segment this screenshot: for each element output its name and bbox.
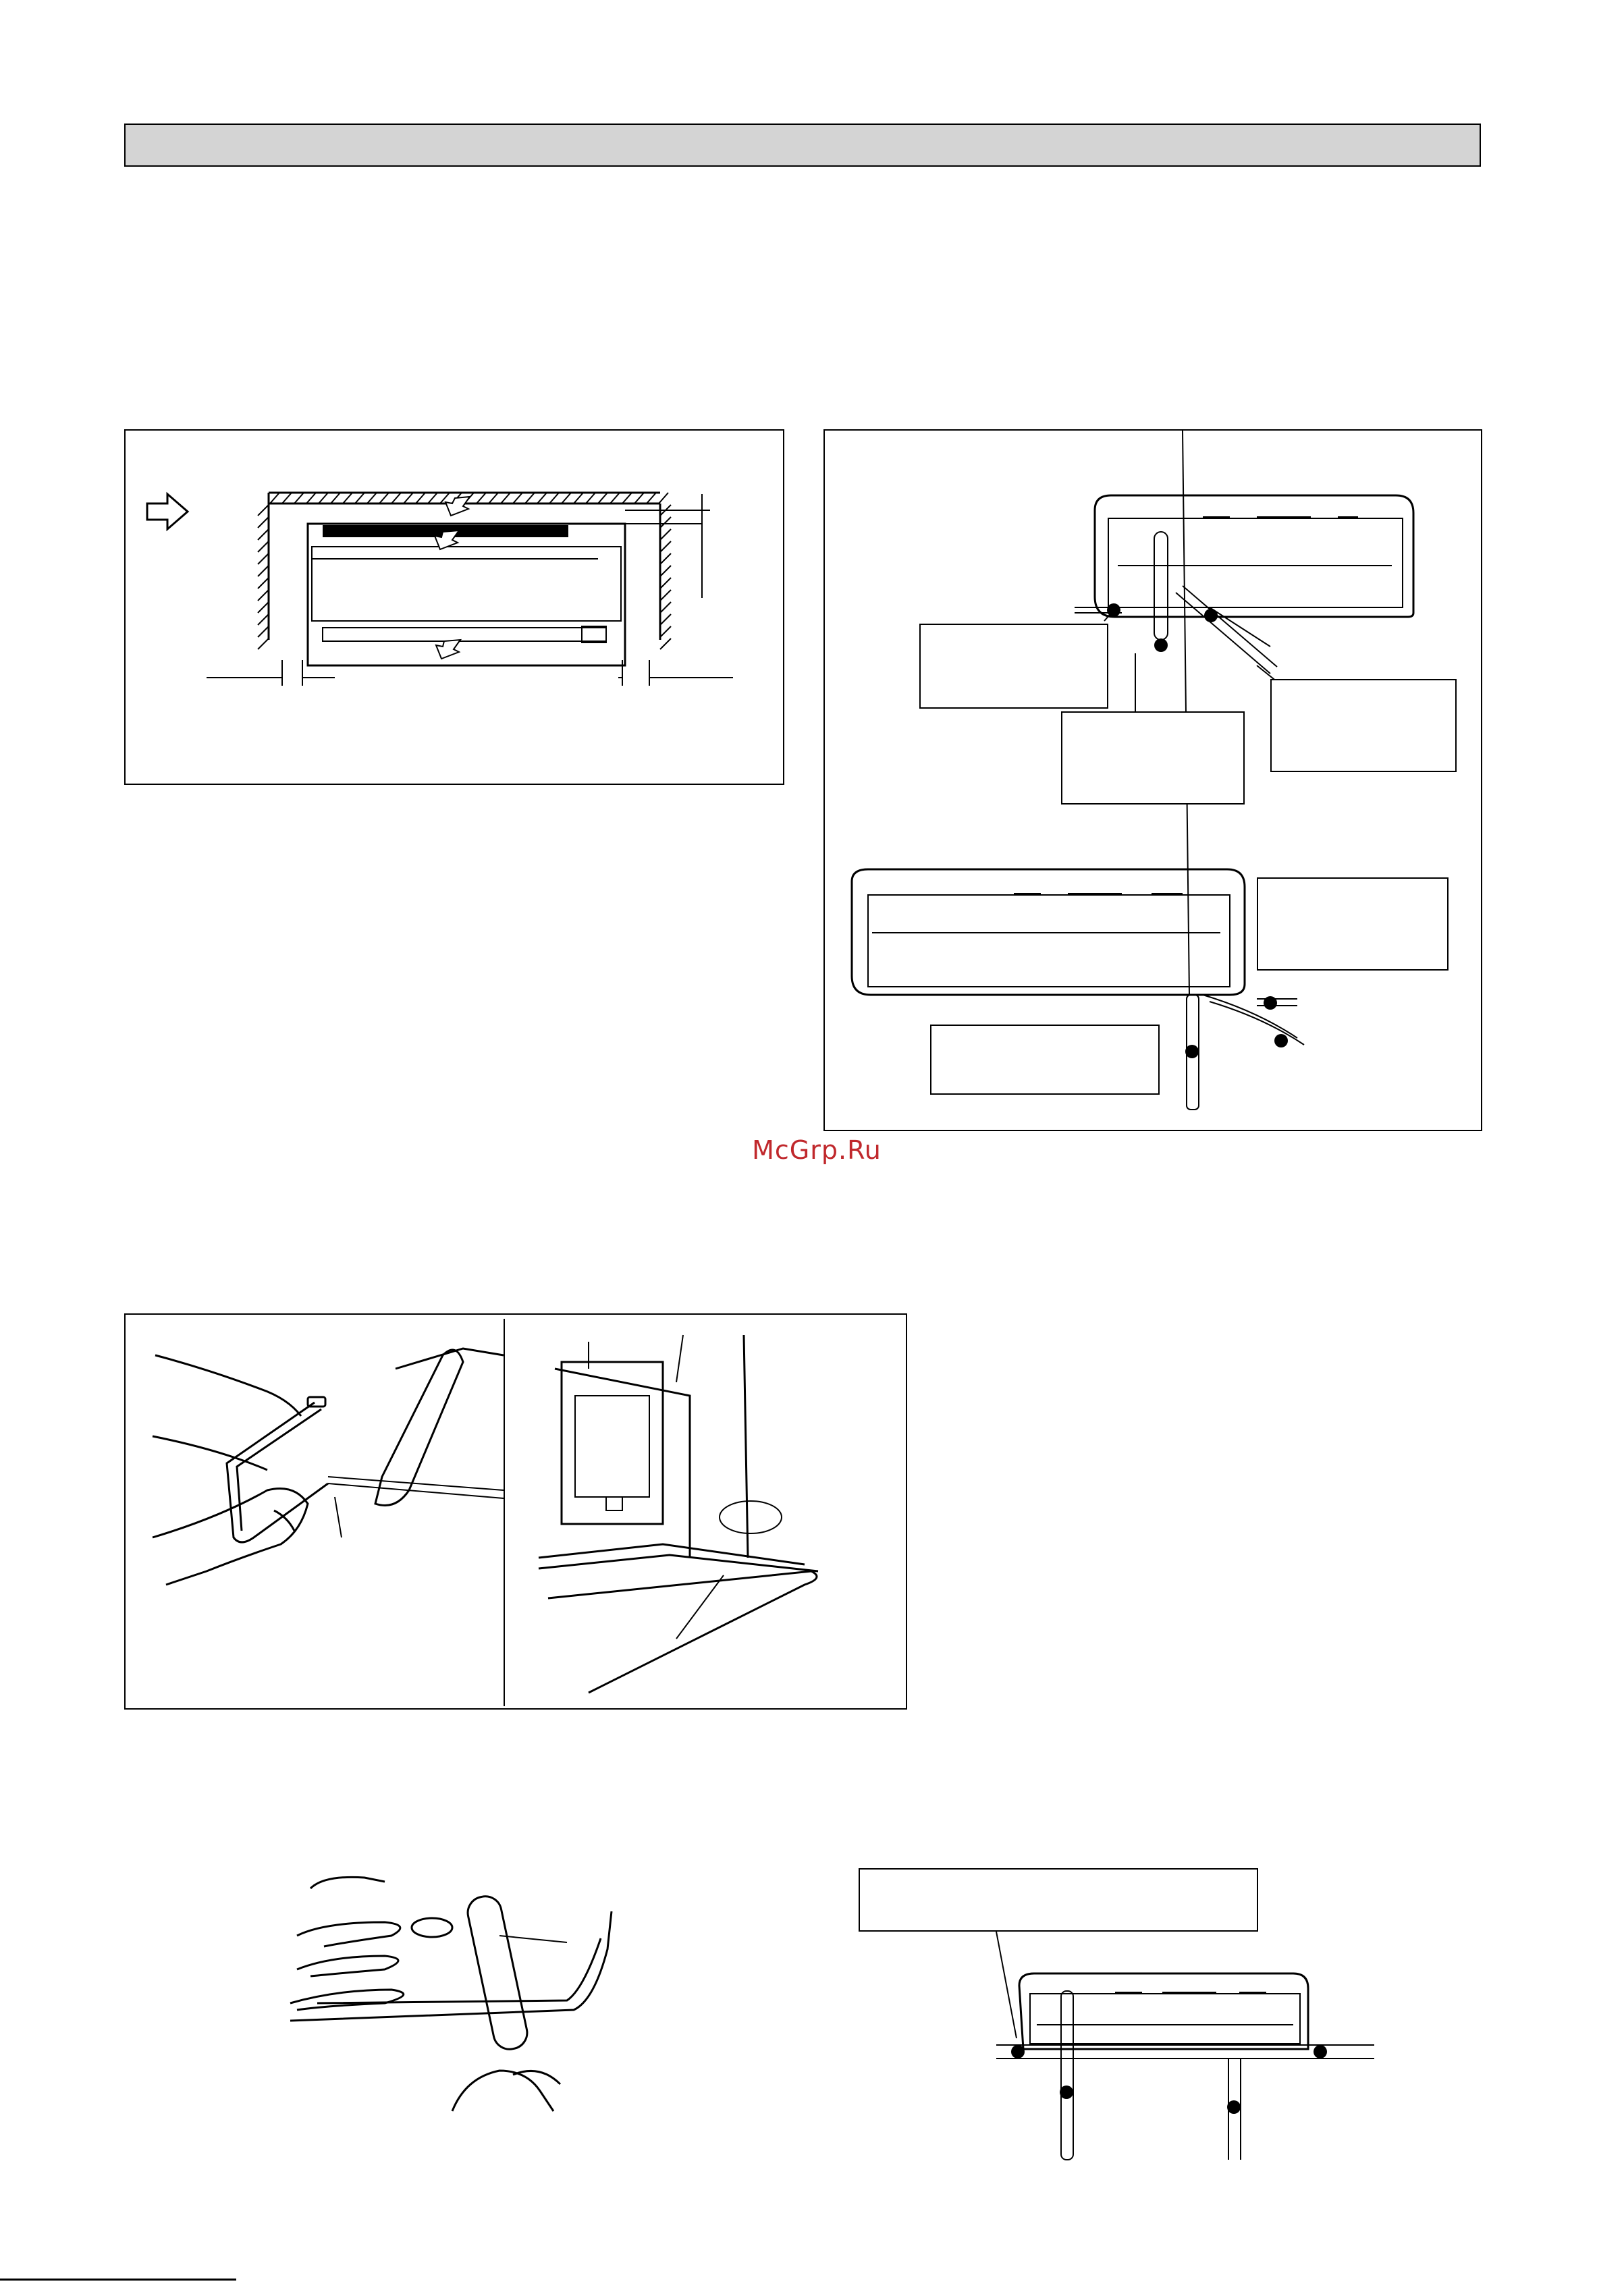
footer-rule xyxy=(0,2279,236,2281)
cutting-illustration-frame xyxy=(124,1313,907,1710)
piping-label-box-1 xyxy=(919,624,1108,709)
deburring-illustration xyxy=(283,1868,634,2111)
file-tool-icon xyxy=(465,1893,531,2052)
ceiling-hatch xyxy=(269,493,660,640)
airflow-arrow-icon xyxy=(147,494,188,529)
piping-label-box-2 xyxy=(1061,711,1245,805)
piping-label-box-5 xyxy=(930,1025,1160,1095)
indoor-unit-top xyxy=(1075,495,1413,674)
watermark-text: McGrp.Ru xyxy=(752,1135,882,1165)
hacksaw-cutting-illustration xyxy=(126,1315,504,1711)
clearance-diagram xyxy=(126,431,786,786)
wall-install-label-box xyxy=(859,1868,1258,1932)
piping-label-box-3 xyxy=(1270,679,1457,772)
piping-diagram-frame xyxy=(823,429,1482,1131)
piping-label-box-4 xyxy=(1257,877,1449,971)
wall-install-diagram xyxy=(996,1937,1374,2166)
clearance-diagram-frame xyxy=(124,429,784,785)
cutting-illustration-divider xyxy=(504,1319,505,1706)
unit-interior-illustration xyxy=(508,1315,899,1711)
section-title-bar xyxy=(124,124,1481,167)
